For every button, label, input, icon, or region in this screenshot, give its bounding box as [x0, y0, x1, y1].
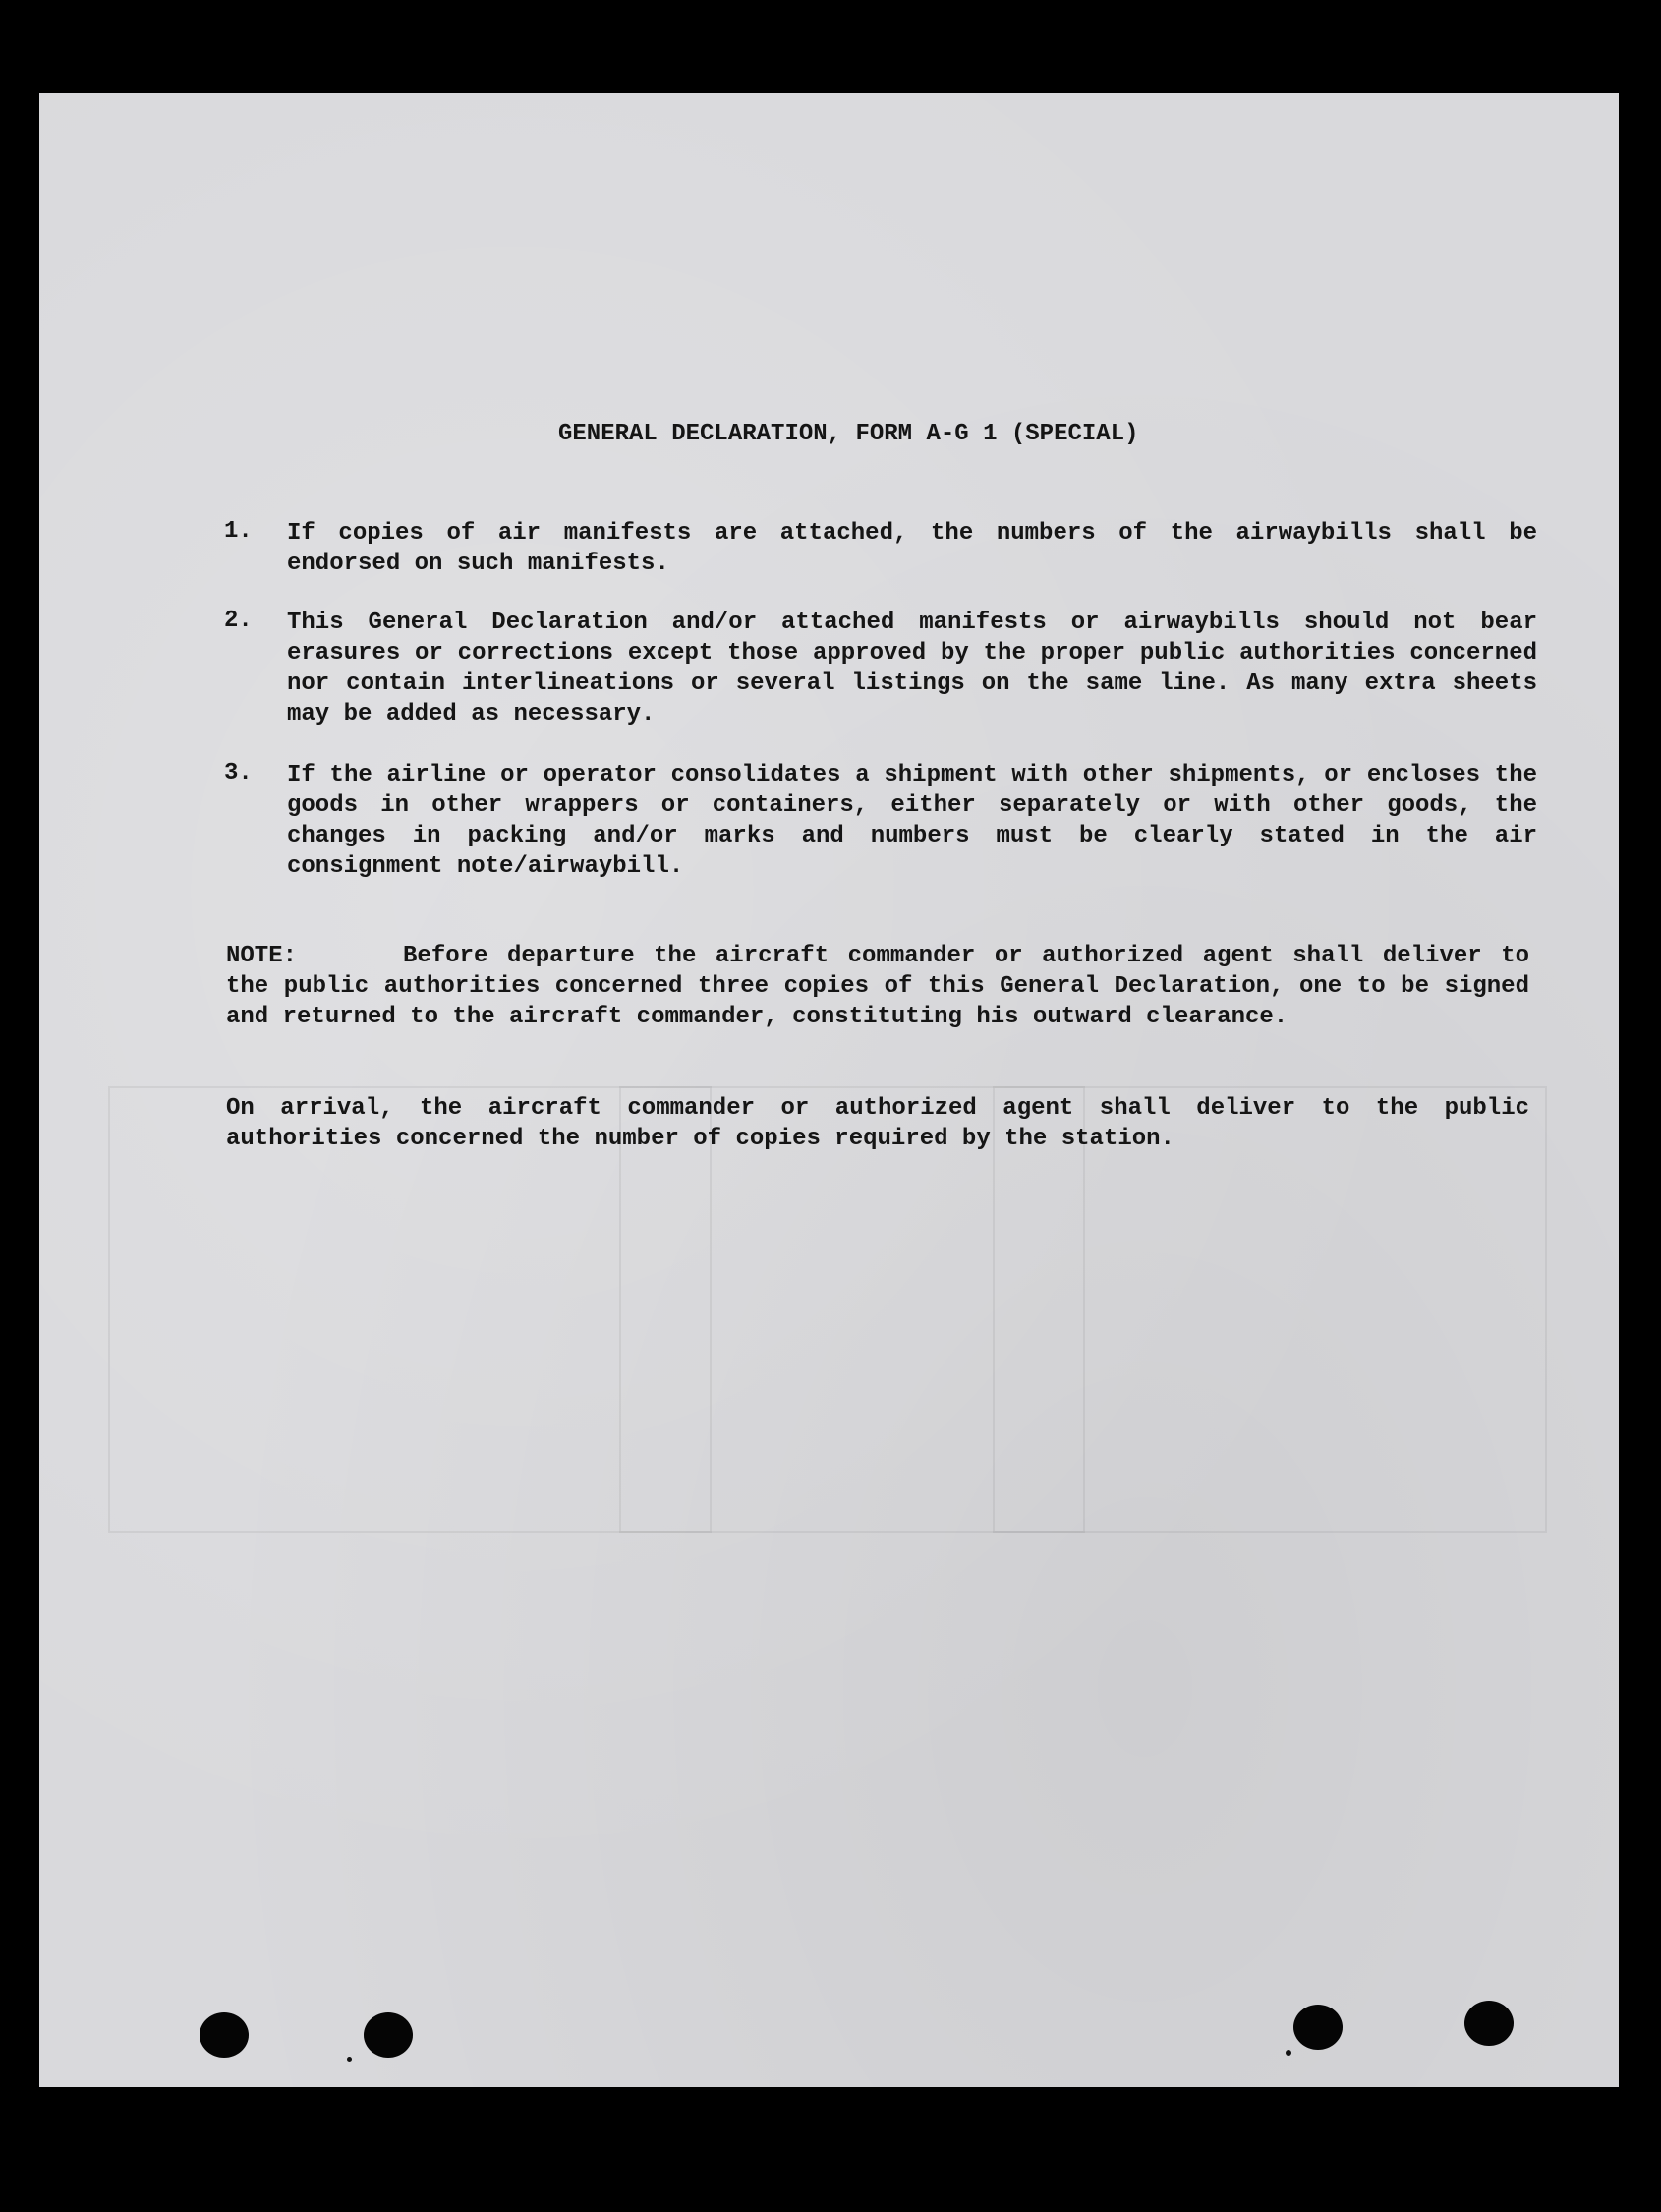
- punch-hole: [1293, 2005, 1343, 2050]
- speck: [1286, 2050, 1291, 2056]
- punch-hole: [200, 2012, 249, 2058]
- punch-hole: [1464, 2001, 1514, 2046]
- arrival-text: On arrival, the aircraft commander or authorized agent shall deliver to the public authorities concerned the number of copies required by the station.: [226, 1095, 1529, 1152]
- item-text: If the airline or operator consolidates a shipment with other shipments, or encloses the goods in other wrappers or containers, either separately or with other goods, the changes in packing and/or marks and numbers must be clearly stated in the air consignment note/airwaybill.: [287, 762, 1537, 880]
- page-title: GENERAL DECLARATION, FORM A-G 1 (SPECIAL): [558, 421, 1139, 447]
- note-label: NOTE:: [226, 943, 298, 969]
- item-number: 2.: [224, 608, 253, 634]
- item-number: 1.: [224, 518, 253, 545]
- note-text: Before departure the aircraft commander or authorized agent shall deliver to the public authorities concerned three copies of this General Declaration, one to be signed and returned to the aircraft commander, constituting his outward clearance.: [226, 943, 1529, 1030]
- item-text: If copies of air manifests are attached, the numbers of the airwaybills shall be endorsed on such manifests.: [287, 520, 1537, 577]
- note-paragraph: [226, 941, 1529, 1032]
- speck: [347, 2057, 352, 2062]
- punch-hole: [364, 2012, 413, 2058]
- document-page: [39, 93, 1619, 2087]
- item-text: This General Declaration and/or attached manifests or airwaybills should not bear erasures or corrections except those approved by the proper public authorities concerned nor contain interlineations or several listings on the same line. As many extra sheets may be added as necessary.: [287, 610, 1537, 728]
- item-number: 3.: [224, 760, 253, 786]
- arrival-paragraph: [226, 1093, 1529, 1154]
